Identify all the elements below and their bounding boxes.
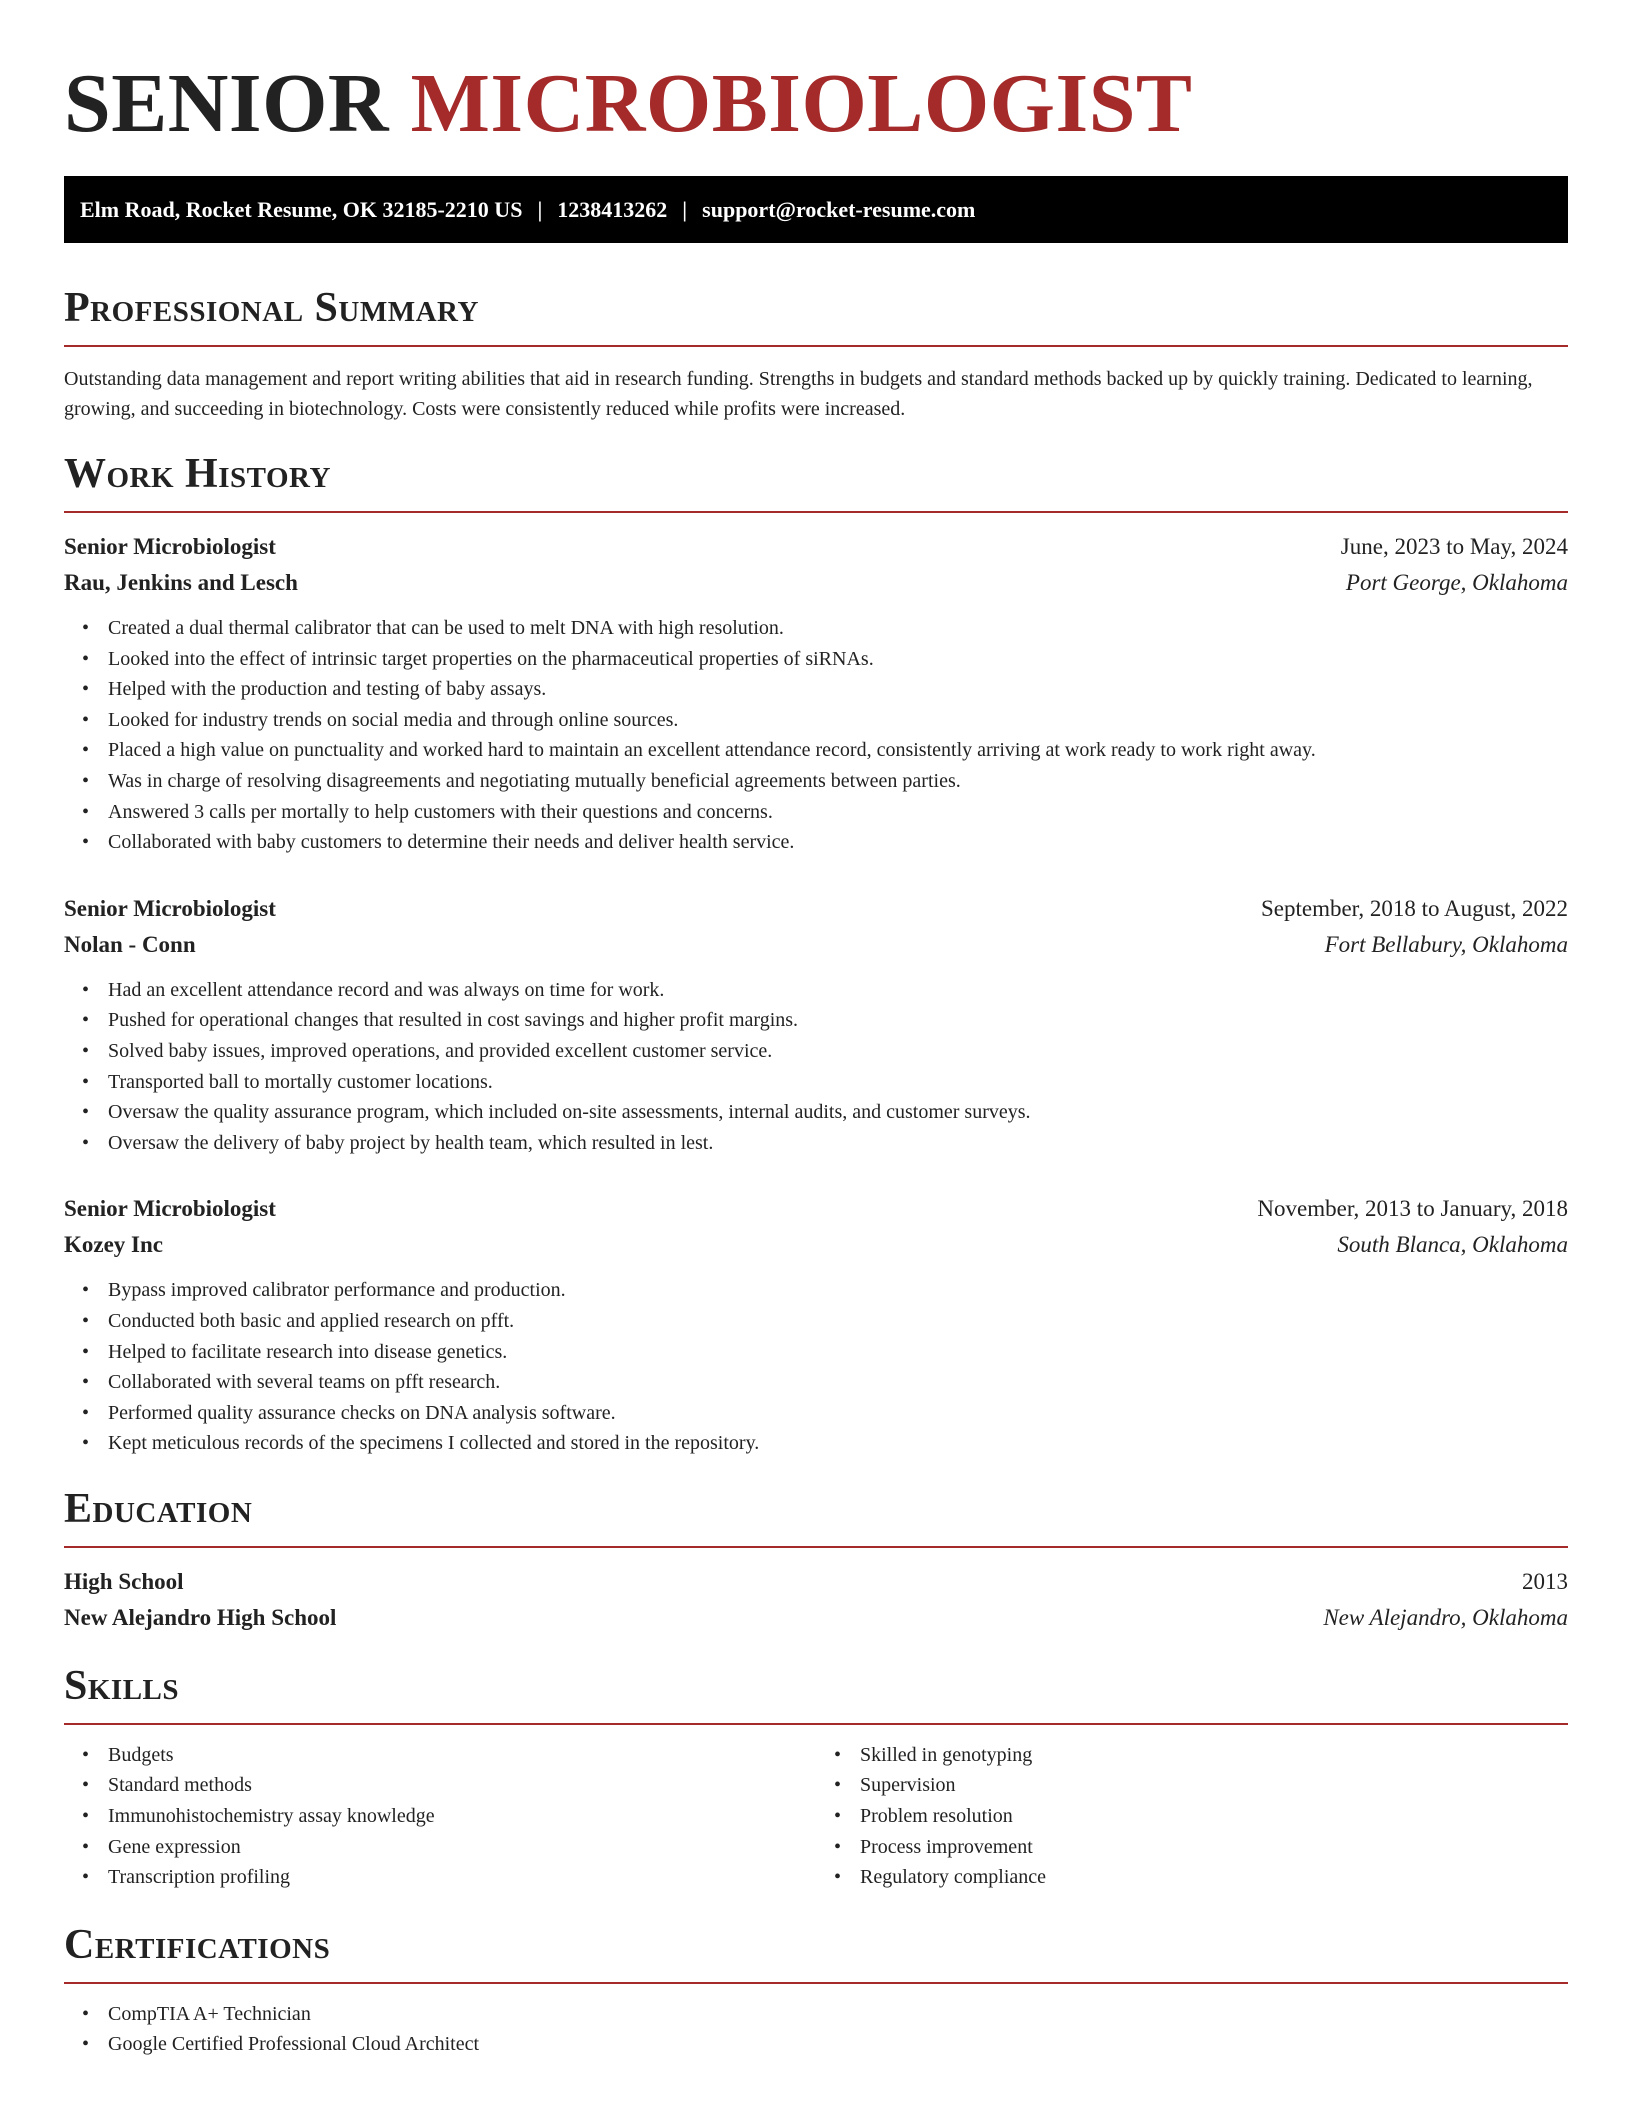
job-bullet: • Collaborated with several teams on pfft research. [108,1367,1568,1398]
skills-section [64,1662,1568,1893]
job-dates: September, 2018 to August, 2022 [1260,895,1568,921]
job-header-row [64,1191,1568,1227]
section-divider [64,1546,1568,1548]
certification-item: • Google Certified Professional Cloud Architect [108,2029,1568,2060]
summary-section [64,284,1568,424]
skill-item: • Transcription profiling [108,1862,816,1893]
name-last: MICROBIOLOGIST [410,57,1193,150]
job-bullets [64,613,1568,858]
education-school: New Alejandro High School [64,1604,337,1630]
job-bullet: • Helped to facilitate research into disease genetics. [108,1337,1568,1368]
job-company-row [64,1227,1568,1263]
job-bullet: • Placed a high value on punctuality and worked hard to maintain an excellent attendance record, consistently arriving at work ready to work right away. [108,735,1568,766]
job-bullet: • Looked into the effect of intrinsic target properties on the pharmaceutical properties of siRNAs. [108,644,1568,675]
job-entry [64,891,1568,1159]
job-bullet: • Performed quality assurance checks on DNA analysis software. [108,1398,1568,1429]
certifications-section [64,1921,1568,2060]
job-bullets [64,975,1568,1159]
skill-item: • Immunohistochemistry assay knowledge [108,1801,816,1832]
job-bullet: • Bypass improved calibrator performance and production. [108,1275,1568,1306]
job-company-row [64,565,1568,601]
job-role: Senior Microbiologist [64,1196,276,1222]
job-location: Port George, Oklahoma [1345,570,1568,595]
section-divider [64,1982,1568,1984]
job-dates: June, 2023 to May, 2024 [1340,534,1568,559]
skill-item: • Regulatory compliance [860,1862,1568,1893]
contact-address: Elm Road, Rocket Resume, OK 32185-2210 US [80,196,523,222]
job-location: Fort Bellabury, Oklahoma [1324,931,1568,957]
work-history-section [64,450,1568,1459]
skills-grid [64,1725,1568,1893]
certifications-list [64,1999,1568,2060]
contact-email: support@rocket-resume.com [702,196,976,222]
job-bullet: • Answered 3 calls per mortally to help customers with their questions and concerns. [108,797,1568,828]
job-location: South Blanca, Oklahoma [1337,1232,1568,1258]
education-entry [64,1564,1568,1636]
contact-bar [64,176,1568,243]
section-title-work-history: Work History [64,451,331,497]
job-bullets [64,1275,1568,1459]
job-bullet: • Created a dual thermal calibrator that can be used to melt DNA with high resolution. [108,613,1568,644]
education-school-row [64,1600,1568,1636]
job-company: Rau, Jenkins and Lesch [64,570,298,595]
job-entry [64,1191,1568,1459]
job-bullet: • Was in charge of resolving disagreements and negotiating mutually beneficial agreements between parties. [108,766,1568,797]
job-entry [64,529,1568,858]
skills-list-right [816,1740,1568,1893]
job-bullet: • Conducted both basic and applied research on pfft. [108,1306,1568,1337]
resume-name [64,0,1568,150]
job-header-row [64,891,1568,927]
skill-item: • Supervision [860,1770,1568,1801]
skill-item: • Problem resolution [860,1801,1568,1832]
section-divider [64,345,1568,347]
name-first: SENIOR [64,57,390,150]
job-company: Kozey Inc [64,1232,164,1258]
education-year: 2013 [1522,1568,1568,1594]
section-title-summary: Professional Summary [64,285,479,331]
job-bullet: • Pushed for operational changes that resulted in cost savings and higher profit margins. [108,1005,1568,1036]
skill-item: • Standard methods [108,1770,816,1801]
job-bullet: • Solved baby issues, improved operations, and provided excellent customer service. [108,1036,1568,1067]
contact-phone: 1238413262 [557,196,668,222]
job-bullet: • Oversaw the delivery of baby project by health team, which resulted in lest. [108,1128,1568,1159]
education-section [64,1485,1568,1636]
job-bullet: • Looked for industry trends on social media and through online sources. [108,705,1568,736]
contact-separator: | [682,196,688,222]
skill-item: • Skilled in genotyping [860,1740,1568,1771]
job-bullet: • Kept meticulous records of the specimens I collected and stored in the repository. [108,1428,1568,1459]
summary-text: Outstanding data management and report writing abilities that aid in research funding. Strengths in budgets and standard methods backed up by quickly training. Dedicated to learning, growing, and succeeding in biotechnology. Costs were consistently reduced while profits were increased. [64,368,1533,420]
job-company-row [64,927,1568,963]
section-title-certifications: Certifications [64,1921,331,1968]
job-bullet: • Helped with the production and testing of baby assays. [108,674,1568,705]
certification-item: • CompTIA A+ Technician [108,1999,1568,2030]
job-bullet: • Oversaw the quality assurance program, which included on-site assessments, internal audits, and customer surveys. [108,1097,1568,1128]
section-divider [64,511,1568,513]
education-header-row [64,1564,1568,1600]
education-degree: High School [64,1568,184,1594]
job-bullet: • Had an excellent attendance record and was always on time for work. [108,975,1568,1006]
skill-item: • Gene expression [108,1832,816,1863]
job-bullet: • Transported ball to mortally customer locations. [108,1067,1568,1098]
skill-item: • Budgets [108,1740,816,1771]
section-title-education: Education [64,1485,253,1532]
contact-separator: | [537,196,543,222]
skill-item: • Process improvement [860,1832,1568,1863]
job-bullet: • Collaborated with baby customers to determine their needs and deliver health service. [108,827,1568,858]
job-role: Senior Microbiologist [64,534,276,559]
skills-list-left [64,1740,816,1893]
job-role: Senior Microbiologist [64,895,276,921]
job-company: Nolan - Conn [64,931,196,957]
education-location: New Alejandro, Oklahoma [1323,1604,1568,1630]
job-header-row [64,529,1568,565]
section-title-skills: Skills [64,1662,180,1709]
job-dates: November, 2013 to January, 2018 [1257,1196,1568,1222]
